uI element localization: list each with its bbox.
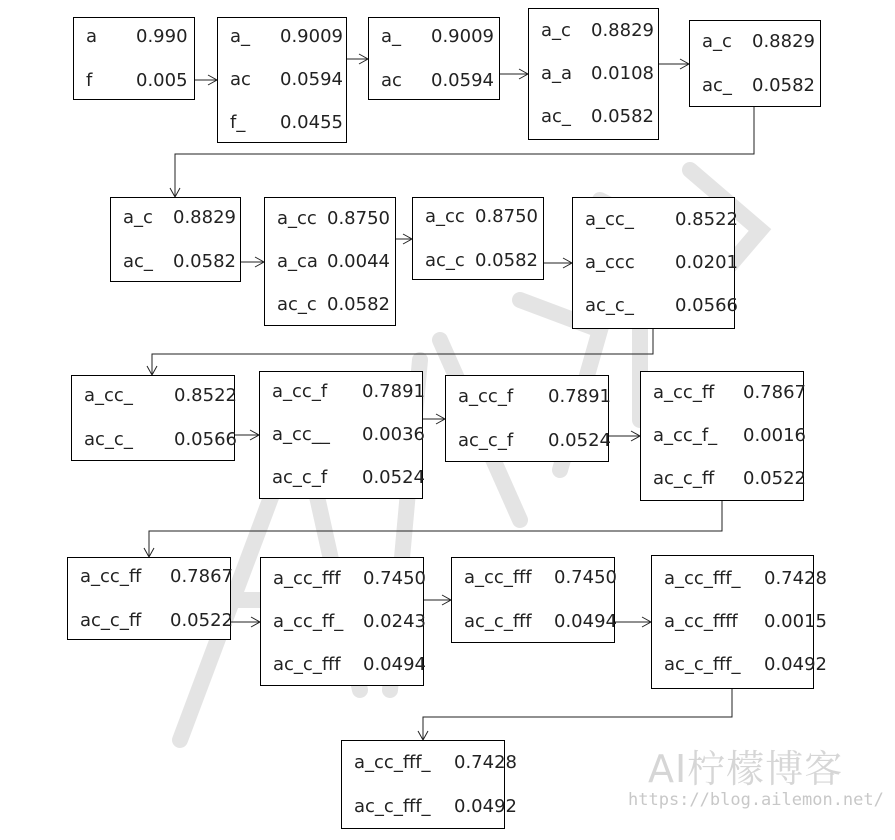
watermark-url: https://blog.ailemon.net/ (628, 790, 884, 810)
beam-box-r1b4 (528, 8, 659, 140)
candidate-probability: 0.7428 (454, 752, 517, 773)
candidate-probability: 0.990 (136, 26, 188, 47)
candidate-token: a_ (230, 26, 251, 47)
candidate-token: ac (381, 70, 402, 91)
candidate-row (230, 112, 343, 134)
candidate-row (354, 796, 517, 818)
candidate-row (702, 75, 814, 97)
candidate-probability: 0.0201 (675, 252, 738, 273)
candidate-token: ac_c (277, 294, 317, 315)
candidate-row (653, 425, 806, 447)
candidate-token: a_cc_fff (273, 568, 341, 589)
candidate-token: a_cc_fff_ (664, 568, 741, 589)
candidate-token: ac_c_fff_ (354, 796, 431, 817)
candidate-probability: 0.0594 (431, 70, 494, 91)
candidate-probability: 0.8829 (752, 31, 815, 52)
candidate-probability: 0.0016 (743, 425, 806, 446)
candidate-row (277, 208, 389, 230)
candidate-probability: 0.9009 (280, 26, 343, 47)
beam-box-r5b1 (341, 740, 517, 829)
candidate-token: a_cc_fff_ (354, 752, 431, 773)
candidate-probability: 0.7450 (554, 567, 617, 588)
candidate-row (664, 654, 827, 676)
candidate-probability: 0.0492 (764, 654, 827, 675)
candidate-probability: 0.0522 (170, 610, 233, 631)
candidate-row (230, 69, 343, 91)
candidate-row (84, 429, 237, 451)
candidate-row (86, 26, 188, 48)
candidate-token: ac_ (702, 75, 732, 96)
candidate-probability: 0.0582 (591, 106, 654, 127)
candidate-row (653, 382, 806, 404)
candidate-token: ac_c_f (272, 467, 328, 488)
candidate-token: a_cc_f (458, 386, 514, 407)
candidate-token: a_cc_ff (80, 566, 142, 587)
candidate-row (230, 26, 343, 48)
candidate-probability: 0.8750 (327, 208, 390, 229)
candidate-token: ac (230, 69, 251, 90)
candidate-row (664, 568, 827, 590)
beam-box-r2b4 (572, 197, 738, 329)
candidate-probability: 0.0243 (363, 611, 426, 632)
candidate-probability: 0.8522 (675, 209, 738, 230)
candidate-row (585, 295, 738, 317)
beam-box-r2b1 (110, 197, 241, 282)
candidate-probability: 0.0566 (174, 429, 237, 450)
candidate-token: a_cc_ff_ (273, 611, 344, 632)
candidate-row (653, 468, 806, 490)
candidate-row (80, 566, 233, 588)
beam-box-r4b1 (67, 557, 231, 640)
candidate-probability: 0.0108 (591, 63, 654, 84)
candidate-token: a_c (123, 207, 153, 228)
candidate-row (541, 63, 652, 85)
candidate-token: a_cc_f_ (653, 425, 718, 446)
candidate-token: ac_c (425, 250, 465, 271)
beam-box-r1b5 (689, 20, 821, 107)
candidate-token: a_ccc (585, 252, 635, 273)
candidate-probability: 0.0455 (280, 112, 343, 133)
beam-box-r4b2 (260, 557, 424, 686)
candidate-probability: 0.0524 (362, 467, 425, 488)
candidate-token: ac_c_fff_ (664, 654, 741, 675)
candidate-token: ac_ (123, 251, 153, 272)
candidate-token: a (86, 26, 98, 47)
beam-box-r3b4 (640, 371, 804, 501)
beam-box-r4b3 (451, 557, 615, 643)
candidate-probability: 0.7450 (363, 568, 426, 589)
candidate-row (273, 654, 426, 676)
candidate-row (702, 31, 814, 53)
candidate-row (86, 70, 188, 92)
beam-box-r1b1 (73, 17, 195, 100)
candidate-row (425, 250, 537, 272)
candidate-row (273, 611, 426, 633)
candidate-token: a_cc_f (272, 381, 328, 402)
beam-box-r2b3 (412, 197, 544, 280)
candidate-probability: 0.8829 (591, 20, 654, 41)
candidate-row (585, 252, 738, 274)
candidate-probability: 0.0582 (475, 250, 538, 271)
candidate-row (464, 567, 617, 589)
beam-box-r4b4 (651, 555, 827, 689)
candidate-probability: 0.0582 (327, 294, 390, 315)
candidate-probability: 0.9009 (431, 26, 494, 47)
candidate-row (80, 610, 233, 632)
candidate-probability: 0.0015 (764, 611, 827, 632)
candidate-token: ac_c_ff (80, 610, 142, 631)
candidate-row (585, 209, 738, 231)
candidate-probability: 0.0036 (362, 424, 425, 445)
candidate-probability: 0.0494 (363, 654, 426, 675)
candidate-token: a_cc_ (585, 209, 634, 230)
candidate-row (273, 568, 426, 590)
candidate-token: a_a (541, 63, 573, 84)
candidate-token: a_ca (277, 251, 318, 272)
candidate-token: ac_c_ff (653, 468, 715, 489)
candidate-probability: 0.0494 (554, 611, 617, 632)
candidate-row (277, 294, 389, 316)
candidate-token: ac_c_ (84, 429, 133, 450)
candidate-token: ac_ (541, 106, 571, 127)
beam-box-r3b1 (71, 375, 235, 461)
candidate-token: a_ (381, 26, 402, 47)
candidate-token: a_c (702, 31, 732, 52)
beam-box-r3b2 (259, 371, 423, 499)
candidate-probability: 0.0582 (752, 75, 815, 96)
candidate-token: ac_c_fff (273, 654, 341, 675)
candidate-row (664, 611, 827, 633)
candidate-row (458, 386, 611, 408)
beam-box-r1b2 (217, 17, 347, 143)
candidate-row (425, 206, 537, 228)
candidate-probability: 0.8750 (475, 206, 538, 227)
candidate-token: ac_c_ (585, 295, 634, 316)
candidate-row (541, 20, 652, 42)
candidate-row (84, 385, 237, 407)
candidate-token: a_cc__ (272, 424, 330, 445)
watermark-title: AI柠檬博客 (648, 747, 844, 791)
candidate-token: a_cc_ffff (664, 611, 738, 632)
beam-box-r3b3 (445, 375, 609, 462)
candidate-probability: 0.7891 (548, 386, 611, 407)
candidate-token: a_cc_fff (464, 567, 532, 588)
candidate-probability: 0.8829 (173, 207, 236, 228)
candidate-probability: 0.0522 (743, 468, 806, 489)
candidate-probability: 0.0044 (327, 251, 390, 272)
candidate-row (123, 207, 234, 229)
candidate-probability: 0.005 (136, 70, 188, 91)
candidate-row (272, 381, 425, 403)
candidate-token: f_ (230, 112, 246, 133)
candidate-token: a_cc_ff (653, 382, 715, 403)
candidate-row (381, 26, 493, 48)
candidate-row (272, 424, 425, 446)
candidate-probability: 0.0524 (548, 430, 611, 451)
candidate-row (272, 467, 425, 489)
beam-box-r1b3 (368, 17, 500, 100)
candidate-probability: 0.7428 (764, 568, 827, 589)
candidate-token: a_cc (425, 206, 465, 227)
candidate-row (123, 251, 234, 273)
candidate-probability: 0.0492 (454, 796, 517, 817)
candidate-probability: 0.7867 (170, 566, 233, 587)
candidate-probability: 0.8522 (174, 385, 237, 406)
candidate-token: ac_c_fff (464, 611, 532, 632)
candidate-token: a_cc_ (84, 385, 133, 406)
candidate-probability: 0.7891 (362, 381, 425, 402)
candidate-probability: 0.7867 (743, 382, 806, 403)
candidate-row (354, 752, 517, 774)
beam-box-r2b2 (264, 197, 396, 326)
candidate-token: f (86, 70, 93, 91)
candidate-token: a_cc (277, 208, 317, 229)
candidate-probability: 0.0566 (675, 295, 738, 316)
candidate-token: a_c (541, 20, 571, 41)
candidate-row (277, 251, 389, 273)
candidate-probability: 0.0582 (173, 251, 236, 272)
candidate-row (464, 611, 617, 633)
candidate-row (458, 430, 611, 452)
candidate-token: ac_c_f (458, 430, 514, 451)
candidate-probability: 0.0594 (280, 69, 343, 90)
candidate-row (381, 70, 493, 92)
candidate-row (541, 106, 652, 128)
